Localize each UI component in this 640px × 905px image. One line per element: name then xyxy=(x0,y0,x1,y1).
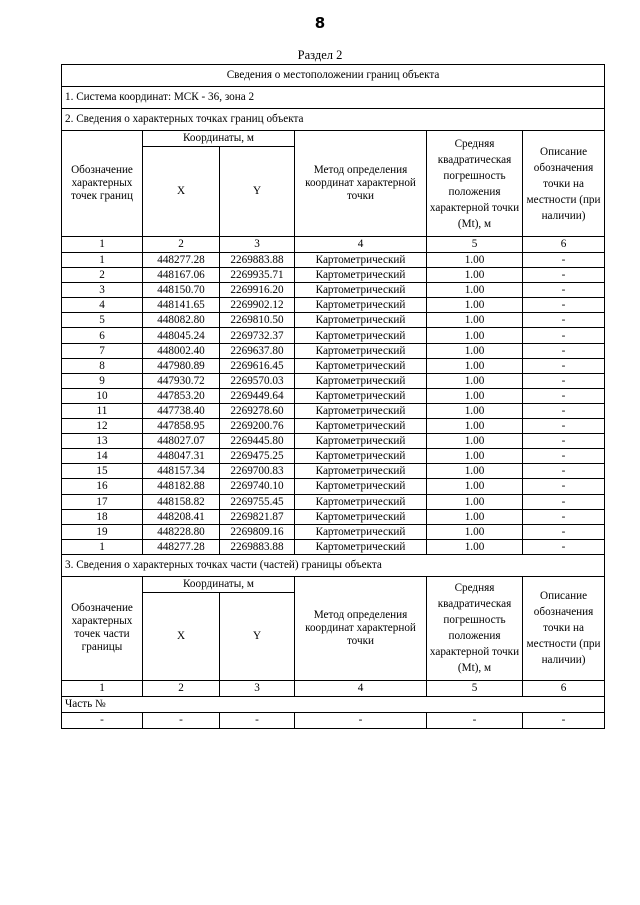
cell-x: 448027.07 xyxy=(143,434,220,449)
cell-x: 448277.28 xyxy=(143,539,220,554)
cell-x: 447858.95 xyxy=(143,419,220,434)
cell-x: 448082.80 xyxy=(143,313,220,328)
cell-method: Картометрический xyxy=(295,449,427,464)
cell-point-id: 1 xyxy=(62,539,143,554)
cell-point-id: 14 xyxy=(62,449,143,464)
cell-error: 1.00 xyxy=(427,358,523,373)
cell-error: 1.00 xyxy=(427,479,523,494)
header-point-designation: Обозначение характерных точек границ xyxy=(62,131,143,237)
cell-y: 2269821.87 xyxy=(220,509,295,524)
cell-method: Картометрический xyxy=(295,358,427,373)
cell-error: 1.00 xyxy=(427,328,523,343)
cell-point-id: 16 xyxy=(62,479,143,494)
cell-description: - xyxy=(523,313,605,328)
cell-method: Картометрический xyxy=(295,524,427,539)
section-label: Раздел 2 xyxy=(297,48,343,62)
cell-description: - xyxy=(523,358,605,373)
table-row xyxy=(62,358,605,373)
part-cell: - xyxy=(62,712,143,728)
cell-x: 448141.65 xyxy=(143,298,220,313)
part-cell: - xyxy=(523,712,605,728)
col-number: 3 xyxy=(220,680,295,696)
cell-description: - xyxy=(523,524,605,539)
cell-y: 2269740.10 xyxy=(220,479,295,494)
cell-description: - xyxy=(523,403,605,418)
table-row xyxy=(62,479,605,494)
col-number: 5 xyxy=(427,237,523,253)
table-row xyxy=(62,539,605,554)
cell-point-id: 12 xyxy=(62,419,143,434)
header-description: Описание обозначения точки на местности (при наличии) xyxy=(523,576,605,680)
col-number: 5 xyxy=(427,680,523,696)
header-x: X xyxy=(143,592,220,680)
cell-x: 448002.40 xyxy=(143,343,220,358)
cell-point-id: 10 xyxy=(62,388,143,403)
cell-y: 2269755.45 xyxy=(220,494,295,509)
part-cell: - xyxy=(295,712,427,728)
cell-description: - xyxy=(523,328,605,343)
cell-error: 1.00 xyxy=(427,539,523,554)
cell-point-id: 1 xyxy=(62,253,143,268)
col-number: 1 xyxy=(62,237,143,253)
cell-error: 1.00 xyxy=(427,373,523,388)
cell-method: Картометрический xyxy=(295,298,427,313)
cell-method: Картометрический xyxy=(295,464,427,479)
cell-point-id: 3 xyxy=(62,283,143,298)
cell-error: 1.00 xyxy=(427,343,523,358)
header-y: Y xyxy=(220,147,295,237)
header-coords-group: Координаты, м xyxy=(143,576,295,592)
cell-point-id: 4 xyxy=(62,298,143,313)
cell-y: 2269278.60 xyxy=(220,403,295,418)
cell-error: 1.00 xyxy=(427,283,523,298)
cell-point-id: 19 xyxy=(62,524,143,539)
table-row xyxy=(62,313,605,328)
cell-y: 2269916.20 xyxy=(220,283,295,298)
cell-x: 447930.72 xyxy=(143,373,220,388)
cell-method: Картометрический xyxy=(295,253,427,268)
table-row xyxy=(62,388,605,403)
cell-method: Картометрический xyxy=(295,343,427,358)
cell-method: Картометрический xyxy=(295,388,427,403)
table-row xyxy=(62,283,605,298)
cell-point-id: 15 xyxy=(62,464,143,479)
cell-x: 448182.88 xyxy=(143,479,220,494)
part-label: Часть № xyxy=(62,696,605,712)
table-row xyxy=(62,298,605,313)
header-x: X xyxy=(143,147,220,237)
part2-title: 2. Сведения о характерных точках границ объекта xyxy=(62,109,605,131)
table-row xyxy=(62,434,605,449)
cell-error: 1.00 xyxy=(427,268,523,283)
cell-error: 1.00 xyxy=(427,253,523,268)
cell-x: 448047.31 xyxy=(143,449,220,464)
cell-point-id: 2 xyxy=(62,268,143,283)
cell-x: 448150.70 xyxy=(143,283,220,298)
cell-y: 2269810.50 xyxy=(220,313,295,328)
cell-description: - xyxy=(523,419,605,434)
cell-method: Картометрический xyxy=(295,403,427,418)
cell-error: 1.00 xyxy=(427,494,523,509)
table-row xyxy=(62,464,605,479)
cell-description: - xyxy=(523,539,605,554)
coord-system: 1. Система координат: МСК - 36, зона 2 xyxy=(62,87,605,109)
cell-point-id: 6 xyxy=(62,328,143,343)
cell-x: 448045.24 xyxy=(143,328,220,343)
cell-error: 1.00 xyxy=(427,464,523,479)
cell-description: - xyxy=(523,253,605,268)
cell-description: - xyxy=(523,449,605,464)
header-description: Описание обозначения точки на местности (при наличии) xyxy=(523,131,605,237)
header-method: Метод определения координат характерной точки xyxy=(295,131,427,237)
part-cell: - xyxy=(427,712,523,728)
part-cell: - xyxy=(143,712,220,728)
cell-error: 1.00 xyxy=(427,524,523,539)
cell-error: 1.00 xyxy=(427,509,523,524)
cell-y: 2269883.88 xyxy=(220,539,295,554)
cell-description: - xyxy=(523,268,605,283)
cell-description: - xyxy=(523,509,605,524)
cell-description: - xyxy=(523,283,605,298)
cell-y: 2269883.88 xyxy=(220,253,295,268)
cell-point-id: 5 xyxy=(62,313,143,328)
cell-description: - xyxy=(523,494,605,509)
cell-description: - xyxy=(523,298,605,313)
cell-error: 1.00 xyxy=(427,403,523,418)
table-row xyxy=(62,253,605,268)
cell-method: Картометрический xyxy=(295,494,427,509)
cell-method: Картометрический xyxy=(295,479,427,494)
part-cell: - xyxy=(220,712,295,728)
cell-x: 448208.41 xyxy=(143,509,220,524)
cell-y: 2269732.37 xyxy=(220,328,295,343)
cell-x: 447980.89 xyxy=(143,358,220,373)
cell-description: - xyxy=(523,464,605,479)
cell-error: 1.00 xyxy=(427,298,523,313)
cell-method: Картометрический xyxy=(295,509,427,524)
cell-point-id: 11 xyxy=(62,403,143,418)
col-number: 6 xyxy=(523,680,605,696)
cell-x: 448157.34 xyxy=(143,464,220,479)
cell-x: 448277.28 xyxy=(143,253,220,268)
cell-point-id: 17 xyxy=(62,494,143,509)
part3-title: 3. Сведения о характерных точках части (частей) границы объекта xyxy=(62,554,605,576)
cell-method: Картометрический xyxy=(295,268,427,283)
cell-point-id: 8 xyxy=(62,358,143,373)
header-coords-group: Координаты, м xyxy=(143,131,295,147)
cell-point-id: 7 xyxy=(62,343,143,358)
cell-description: - xyxy=(523,479,605,494)
cell-x: 448158.82 xyxy=(143,494,220,509)
cell-y: 2269902.12 xyxy=(220,298,295,313)
cell-y: 2269935.71 xyxy=(220,268,295,283)
cell-y: 2269616.45 xyxy=(220,358,295,373)
header-error: Средняя квадратическая погрешность положения характерной точки (Mt), м xyxy=(427,576,523,680)
page-number: 8 xyxy=(314,14,326,32)
header-y: Y xyxy=(220,592,295,680)
col-number: 4 xyxy=(295,680,427,696)
cell-y: 2269700.83 xyxy=(220,464,295,479)
cell-x: 447738.40 xyxy=(143,403,220,418)
cell-description: - xyxy=(523,434,605,449)
col-number: 3 xyxy=(220,237,295,253)
cell-method: Картометрический xyxy=(295,283,427,298)
cell-x: 448228.80 xyxy=(143,524,220,539)
cell-y: 2269809.16 xyxy=(220,524,295,539)
cell-y: 2269475.25 xyxy=(220,449,295,464)
cell-description: - xyxy=(523,343,605,358)
header-error: Средняя квадратическая погрешность положения характерной точки (Mt), м xyxy=(427,131,523,237)
header-method: Метод определения координат характерной точки xyxy=(295,576,427,680)
cell-point-id: 9 xyxy=(62,373,143,388)
boundary-table xyxy=(61,64,605,729)
table-title: Сведения о местоположении границ объекта xyxy=(62,65,605,87)
cell-point-id: 18 xyxy=(62,509,143,524)
table-row xyxy=(62,403,605,418)
table-row xyxy=(62,524,605,539)
cell-description: - xyxy=(523,388,605,403)
table-row xyxy=(62,328,605,343)
cell-x: 448167.06 xyxy=(143,268,220,283)
cell-error: 1.00 xyxy=(427,388,523,403)
cell-method: Картометрический xyxy=(295,313,427,328)
col-number: 6 xyxy=(523,237,605,253)
cell-method: Картометрический xyxy=(295,419,427,434)
cell-y: 2269570.03 xyxy=(220,373,295,388)
table-row xyxy=(62,268,605,283)
col-number: 1 xyxy=(62,680,143,696)
col-number: 2 xyxy=(143,237,220,253)
cell-y: 2269445.80 xyxy=(220,434,295,449)
cell-x: 447853.20 xyxy=(143,388,220,403)
cell-y: 2269449.64 xyxy=(220,388,295,403)
cell-method: Картометрический xyxy=(295,328,427,343)
cell-error: 1.00 xyxy=(427,434,523,449)
cell-description: - xyxy=(523,373,605,388)
table-row xyxy=(62,449,605,464)
cell-y: 2269637.80 xyxy=(220,343,295,358)
table-row xyxy=(62,373,605,388)
table-row xyxy=(62,419,605,434)
col-number: 2 xyxy=(143,680,220,696)
cell-error: 1.00 xyxy=(427,313,523,328)
cell-method: Картометрический xyxy=(295,539,427,554)
cell-method: Картометрический xyxy=(295,373,427,388)
cell-y: 2269200.76 xyxy=(220,419,295,434)
header-point-designation-part: Обозначение характерных точек части границы xyxy=(62,576,143,680)
cell-method: Картометрический xyxy=(295,434,427,449)
cell-error: 1.00 xyxy=(427,419,523,434)
cell-point-id: 13 xyxy=(62,434,143,449)
col-number: 4 xyxy=(295,237,427,253)
table-row xyxy=(62,509,605,524)
table-row xyxy=(62,343,605,358)
table-row xyxy=(62,494,605,509)
cell-error: 1.00 xyxy=(427,449,523,464)
